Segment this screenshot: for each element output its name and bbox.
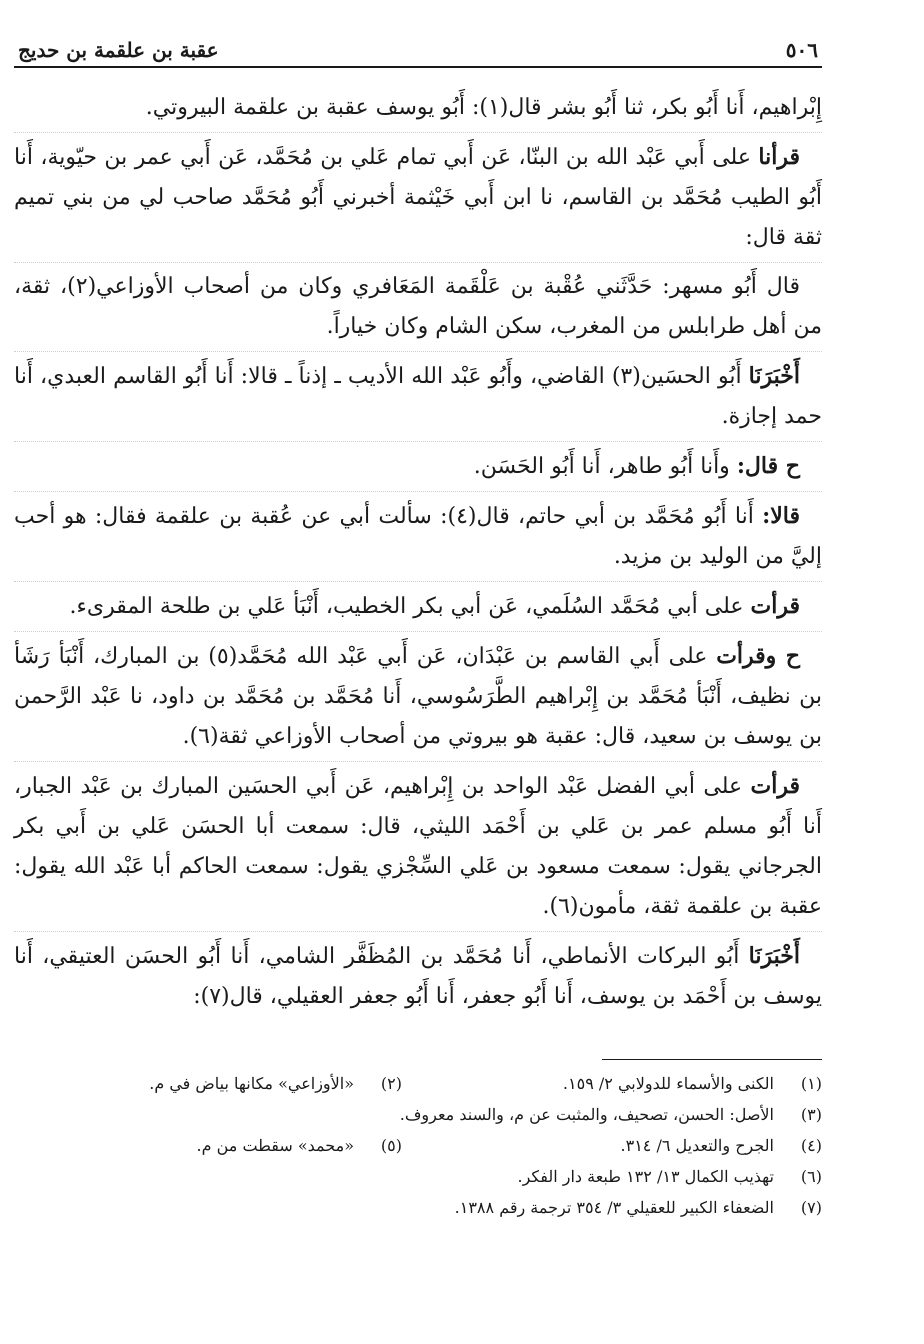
footnote-number: (٧) <box>800 1198 822 1217</box>
paragraph <box>14 636 822 762</box>
paragraph <box>14 496 822 582</box>
footnote-number: (٢) <box>380 1074 402 1093</box>
paragraph <box>14 137 822 263</box>
running-title: عقبة بن علقمة بن حديج <box>18 38 219 62</box>
footnote-text: «محمد» سقطت من م. <box>196 1136 354 1155</box>
paragraph-text: أَنا أَبُو مُحَمَّد بن أبي حاتم، قال(٤): سألت أبي عن عُقبة بن علقمة فقال: هو أحب إليَّ من الوليد بن مزيد. <box>14 504 822 569</box>
paragraph <box>14 586 822 632</box>
paragraph <box>14 356 822 442</box>
footnote-text: الكنى والأسماء للدولابي ٢/ ١٥٩. <box>562 1074 774 1093</box>
footnote-number: (٤) <box>800 1136 822 1155</box>
footnotes <box>14 1068 822 1223</box>
paragraph-text: على أبي الفضل عَبْد الواحد بن إِبْراهيم، عَن أَبي الحسَين المبارك بن عَبْد الجبار، أَنا أَبُو مسلم عمر بن عَلي بن أَحْمَد الليثي، قال: سمعت أبا الحسَن عَلي بن أَبي بكر الجرجاني يقول: سمعت مسعود بن عَلي السِّجْزي يقول: سمعت الحاكم أبا عَبْد الله يقول: عقبة بن علقمة ثقة، مأمون(٦). <box>14 774 822 919</box>
page-number: ٥٠٦ <box>785 38 818 62</box>
footnote-divider <box>602 1059 822 1060</box>
paragraph-text: على أَبي عَبْد الله بن البنّا، عَن أَبي تمام عَلي بن مُحَمَّد، عَن أَبي عمر بن حيّوية، أَنا أَبُو الطيب مُحَمَّد بن القاسم، نا ابن أَبي خَيْثمة أخبرني أَبُو مُحَمَّد صاحب لي من بني تميم ثقة قال: <box>14 145 822 250</box>
page-header <box>14 38 822 68</box>
paragraph-lead: أَخْبَرَنَا <box>748 363 800 389</box>
paragraph-text: على أَبي القاسم بن عَبْدَان، عَن أَبي عَبْد الله مُحَمَّد(٥) بن المبارك، أَنْبَأ رَشَأ بن نظيف، أَنْبَأ مُحَمَّد بن إِبْراهيم الطَّرَسُوسي، أَنا مُحَمَّد بن مُحَمَّد بن داود، نا عَبْد الرَّحمن بن يوسف بن سعيد، قال: عقبة هو بيروتي من أصحاب الأوزاعي ثقة(٦). <box>14 644 822 749</box>
footnote-number: (٥) <box>380 1136 402 1155</box>
footnote-text: الضعفاء الكبير للعقيلي ٣/ ٣٥٤ ترجمة رقم ١٣٨٨. <box>454 1198 774 1217</box>
footnote-row <box>14 1130 822 1161</box>
footnote-2 <box>149 1068 402 1099</box>
footnote-row <box>14 1192 822 1223</box>
paragraph-lead: قرأت <box>750 593 800 619</box>
footnote-5 <box>197 1130 402 1161</box>
footnote-1 <box>402 1068 822 1099</box>
footnote-number: (٣) <box>800 1105 822 1124</box>
paragraph-text: على أبي مُحَمَّد السُلَمي، عَن أبي بكر الخطيب، أَنْبَأ عَلي بن طلحة المقرىء. <box>69 594 751 619</box>
footnote-4 <box>402 1130 822 1161</box>
paragraph-text: وأَنا أَبُو طاهر، أَنا أَبُو الحَسَن. <box>473 454 737 479</box>
paragraph <box>14 936 822 1021</box>
paragraph-text: أَبُو الحسَين(٣) القاضي، وأَبُو عَبْد الله الأديب ـ إذناً ـ قالا: أَنا أَبُو القاسم العبدي، أَنا حمد إجازة. <box>14 364 822 429</box>
footnote-text: الجرح والتعديل ٦/ ٣١٤. <box>620 1136 774 1155</box>
footnote-number: (٦) <box>800 1167 822 1186</box>
paragraph-lead: قرأنا <box>758 144 800 170</box>
paragraph <box>14 267 822 352</box>
footnote-row <box>14 1068 822 1099</box>
footnote-row <box>14 1161 822 1192</box>
paragraph-lead: قرأت <box>750 773 800 799</box>
paragraph-text: أَبُو البركات الأنماطي، أَنا مُحَمَّد بن المُظَفَّر الشامي، أَنا أَبُو الحسَن العتيقي، أَنا يوسف بن أَحْمَد بن يوسف، أَنا أَبُو جعفر، أَنا أَبُو جعفر العقيلي، قال(٧): <box>14 944 822 1009</box>
book-page <box>14 38 822 1223</box>
paragraph-text: قال أَبُو مسهر: حَدَّثَني عُقْبة بن عَلْقَمة المَعَافري وكان من أصحاب الأوزاعي(٢)، ثقة، من أهل طرابلس من المغرب، سكن الشام وكان خياراً. <box>14 274 822 339</box>
paragraph-lead: ح وقرأت <box>716 643 801 669</box>
main-text <box>14 88 822 1021</box>
paragraph-lead: أَخْبَرَنَا <box>748 943 800 969</box>
paragraph-lead: ح قال: <box>736 453 800 479</box>
footnote-row <box>14 1099 822 1130</box>
footnote-number: (١) <box>800 1074 822 1093</box>
footnote-text: الأصل: الحسن، تصحيف، والمثبت عن م، والسند معروف. <box>399 1105 774 1124</box>
footnote-3 <box>400 1099 822 1130</box>
footnote-text: «الأوزاعي» مكانها بياض في م. <box>149 1074 354 1093</box>
paragraph-text: إِبْراهيم، أَنا أَبُو بكر، ثنا أَبُو بشر قال(١): أَبُو يوسف عقبة بن علقمة البيروتي. <box>145 95 822 120</box>
paragraph <box>14 88 822 133</box>
footnote-text: تهذيب الكمال ١٣/ ١٣٢ طبعة دار الفكر. <box>517 1167 774 1186</box>
paragraph-lead: قالا: <box>762 503 800 529</box>
footnote-6 <box>518 1161 823 1192</box>
paragraph <box>14 766 822 932</box>
paragraph <box>14 446 822 492</box>
footnote-7 <box>455 1192 822 1223</box>
